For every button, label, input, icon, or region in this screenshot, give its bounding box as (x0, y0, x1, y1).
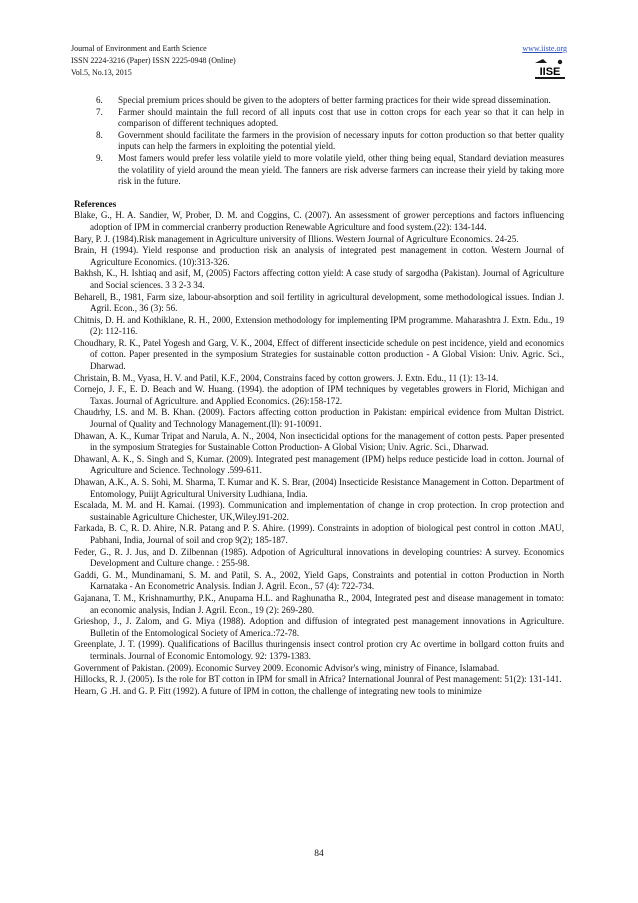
page-number: 84 (314, 849, 324, 859)
reference-entry: Christain, B. M., Vyasa, H. V. and Patil, K.F., 2004, Constrains faced by cotton growers. J. Extn. Edu., 11 (1): 13-14. (74, 372, 499, 383)
list-item-text: Most famers would prefer less volatile yield to more volatile yield, other thing being equal, Standard deviation measures the volatility of yield around the mean yield. The fanners are risk adverse farmers can increase their yield by taking more risk in the future. (118, 152, 564, 187)
logo-text: IISE (539, 66, 561, 78)
list-item (74, 95, 564, 107)
reference-entry: Choudhary, R. K., Patel Yogesh and Garg, V. K., 2004, Effect of different insecticide schedule on pest incidence, yield and economics of cotton. Paper presented in the symposium Strategies for sustainable cotton production - A Global Vision: Univ. Agric. Sci., Dharwad. (74, 337, 564, 372)
list-item (74, 153, 564, 188)
reference-entry: Escalada, M. M. and H. Kamai. (1993). Communication and implementation of change in crop protection. In crop protection and sustainable Agriculture Chichester, UK,Wiley.l91-202. (74, 500, 564, 522)
reference-entry: Feder, G., R. J. Jus, and D. Zilbennan (1985). Adpotion of Agricultural innovations in developing countries: A survey. Economics Development and Culture change. : 255-98. (74, 546, 564, 569)
reference-entry: Chitnis, D. H. and Kothiklane, R. H., 2000, Extension methodology for implementing IPM programme. Maharashtra J. Extn. Edu., 19 (2): 112-116. (74, 314, 564, 337)
reference-entry: Bakhsh, K., H. Ishtiaq and asif, M, (2005) Factors affecting cotton yield: A case study of sargodha (Pakistan). Journal of Agriculture and Social sciences. 3 3 2-3 34. (74, 268, 564, 290)
list-item (74, 107, 564, 130)
journal-volume: Vol.5, No.13, 2015 (71, 68, 132, 77)
reference-entry: Hillocks, R. J. (2005). Is the role for BT cotton in IPM for small in Africa? International Jounral of Pest management: 51(2): 131-141. (74, 674, 562, 685)
reference-entry: Gaddi, G. M., Mundinamani, S. M. and Patil, S. A., 2002, Yield Gaps, Constraints and potential in cotton Production in North Karnataka - An Econometric Analysis. Indian J. Agril. Econ., 57 (4): 722-734. (74, 569, 564, 592)
references-heading: References (74, 198, 117, 209)
reference-entry: Dhawan, A. K., Kumar Tripat and Narula, A. N., 2004, Non insecticidal options for the management of cotton pests. Paper presented in the symposium Strategies for Sustainable Cotton Production- A Global Vision; Univ. Agric. Sci., Dharwad. (74, 430, 564, 453)
references-list (74, 210, 564, 697)
reference-entry: Dhawanl, A. K., S. Singh and S, Kumar. (2009). Integrated pest management (IPM) helps reduce pesticide load in cotton. Journal of Agriculture and Science. Technology .599-611. (74, 453, 564, 476)
list-item-text: Government should facilitate the farmers in the provision of necessary inputs for cotton production so that better quality inputs can help the farmers in exploiting the potential yield. (118, 129, 564, 152)
reference-entry: Government of Pakistan. (2009). Economic Survey 2009. Economic Advisor's wing, ministry of Finance, Islamabad. (74, 662, 500, 673)
reference-entry: Gajanana, T. M., Krishnamurthy, P.K., Anupama H.L. and Raghunatha R., 2004, Integrated pest and disease management in tomato: an economic analysis, Indian J. Agril. Econ., 19 (2): 269-280. (74, 592, 564, 615)
reference-entry: Chaudrhy, I.S. and M. B. Khan. (2009). Factors affecting cotton production in Pakistan: empirical evidence from Multan District. Journal of Quality and Technology Management.(ll): 91-10091. (74, 407, 564, 430)
list-item-number: 8. (96, 129, 103, 140)
main-content (74, 95, 564, 697)
reference-entry: Brain, H (1994). Yield response and production risk an analysis of integrated pest management in cotton. Western Journal of Agriculture Economics. (10):313-326. (74, 245, 564, 267)
reference-entry: Beharell, B., 1981, Farm size, labour-absorption and soil fertility in agricultural development, some methodological issues. Indian J. Agril. Econ., 36 (3): 56. (74, 291, 564, 314)
reference-entry: Bary, P. J. (1984).Risk management in Agriculture university of Illions. Western Journal of Agriculture Economics. 24-25. (74, 233, 519, 244)
journal-title: Journal of Environment and Earth Science (71, 44, 207, 53)
reference-entry: Hearn, G .H. and G. P. Fitt (1992). A future of IPM in cotton, the challenge of integrating new tools to minimize (74, 685, 482, 696)
list-item-text: Farmer should maintain the full record of all inputs cost that use in cotton crops for each year so that it can help in comparison of different techniques adopted. (118, 106, 564, 129)
journal-issn: ISSN 2224-3216 (Paper) ISSN 2225-0948 (Online) (71, 56, 236, 65)
list-item (74, 130, 564, 153)
journal-header (71, 43, 236, 79)
reference-entry: Greenplate, J. T. (1999). Qualifications of Bacillus thuringensis insect control protion cry Ac overtime in bollgard cotton fruits and terminals. Journal of Economic Entomology. 92: 1379-1383. (74, 639, 564, 661)
list-item-number: 6. (96, 95, 103, 105)
iiste-logo (533, 57, 567, 81)
list-item-text: Special premium prices should be given to the adopters of better farming practices for their wide spread dissemination. (118, 95, 551, 105)
journal-url-link[interactable]: www.iiste.org (522, 44, 567, 53)
reference-entry: Blake, G., H. A. Sandier, W, Prober, D. M. and Coggins, C. (2007). An assessment of grower perceptions and factors influencing adoption of IPM in commercial cranberry production Renewable Agriculture and food system.(22): 134-144. (74, 210, 564, 232)
reference-entry: Cornejo, J. F., E. D. Beach and W. Huang. (1994). the adoption of IPM techniques by vegetables growers in Florid, Michigan and Taxas. Journal of Agriculture. and Applied Economics. (26):158-172. (74, 384, 564, 406)
reference-entry: Dhawan, A.K., A. S. Sohi, M. Sharma, T. Kumar and K. S. Brar, (2004) Insecticide Resistance Management in Cotton. Department of Entomology, Puiijt Agricultural University Ludhiana, India. (74, 477, 564, 499)
reference-entry: Farkada, B. C, R. D. Ahire, N.R. Patang and P. S. Ahire. (1999). Constraints in adoption of biological pest control in cotton .MAU, Pabhani, India, Journal of soil and crop 9(2); 185-187. (74, 523, 564, 545)
header-right (522, 43, 567, 86)
recommendations-list (74, 95, 564, 188)
list-item-number: 7. (96, 106, 103, 117)
list-item-number: 9. (96, 152, 103, 163)
reference-entry: Grieshop, J., J. Zalom, and G. Miya (1988). Adoption and diffusion of integrated pest management innovations in Agriculture. Bulletin of the Entomological Society of America.:72-78. (74, 616, 564, 638)
